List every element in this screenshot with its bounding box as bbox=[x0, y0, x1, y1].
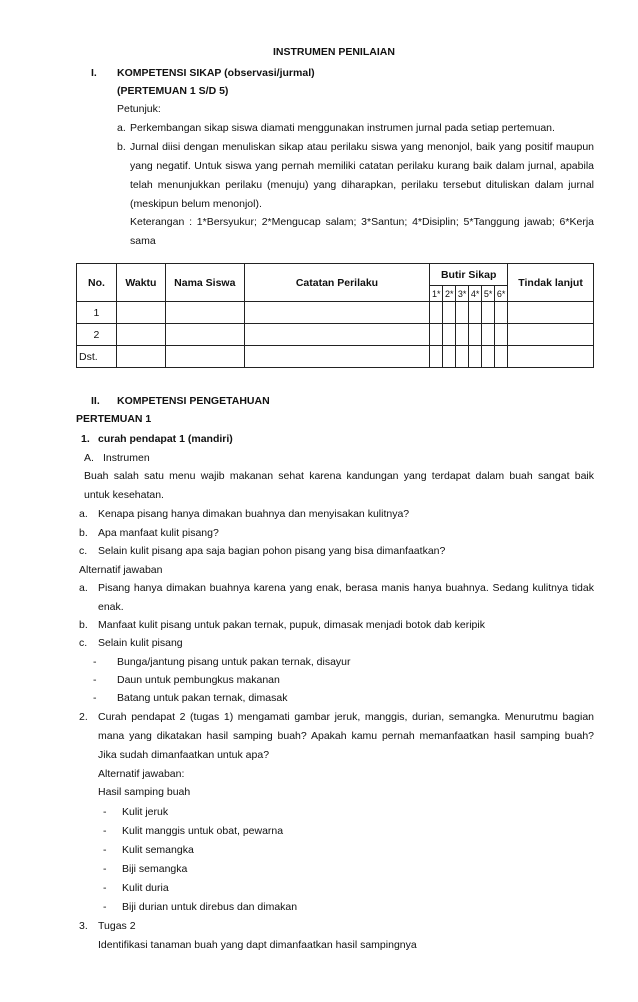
list-item: Kulit manggis untuk obat, pewarna bbox=[122, 825, 284, 837]
q2-line: mana yang dikatakan hasil samping buah? Apakah kamu pernah memanfaatkan hasil samping buah? bbox=[98, 730, 594, 742]
list-item-dash: - bbox=[93, 674, 97, 686]
subheader-4: 4* bbox=[469, 286, 482, 302]
list-item: Kulit jeruk bbox=[122, 806, 169, 818]
instruction-b-line: (meskipun belum menonjol). bbox=[130, 198, 262, 210]
answer-a-line: Pisang hanya dimakan buahnya karena yang enak, berasa manis hanya buahnya. Sedang kulitnya tidak bbox=[98, 582, 594, 594]
answer-a-line: enak. bbox=[98, 601, 124, 613]
list-item: Daun untuk pembungkus makanan bbox=[117, 674, 280, 686]
list-item: Bunga/jantung pisang untuk pakan ternak, disayur bbox=[117, 656, 351, 668]
intro-line: untuk kesehatan. bbox=[84, 489, 164, 501]
q2-alt-label: Alternatif jawaban: bbox=[98, 768, 185, 780]
subheader-6: 6* bbox=[495, 286, 508, 302]
answer-a-marker: a. bbox=[79, 582, 88, 594]
header-no: No. bbox=[77, 264, 117, 302]
answer-c-marker: c. bbox=[79, 637, 88, 649]
list-item-dash: - bbox=[93, 692, 97, 704]
row-number: Dst. bbox=[77, 346, 117, 368]
q1-number: 1. bbox=[81, 433, 90, 445]
q3-text: Identifikasi tanaman buah yang dapt dimanfaatkan hasil sampingnya bbox=[98, 939, 417, 951]
section-2-meeting: PERTEMUAN 1 bbox=[76, 413, 152, 425]
list-item-dash: - bbox=[103, 901, 107, 913]
header-nama-siswa: Nama Siswa bbox=[165, 264, 244, 302]
instruction-a-marker: a. bbox=[117, 122, 126, 134]
row-number: 1 bbox=[77, 302, 117, 324]
subheader-5: 5* bbox=[482, 286, 495, 302]
instruction-b-line: Jurnal diisi dengan menuliskan sikap atau perilaku siswa yang menonjol, baik yang positif maupun bbox=[130, 141, 594, 153]
question-text: Apa manfaat kulit pisang? bbox=[98, 527, 219, 539]
q2-hasil-label: Hasil samping buah bbox=[98, 786, 191, 798]
section-1-number: I. bbox=[91, 67, 97, 79]
instruction-b-line: yang negatif. Untuk siswa yang pernah memiliki catatan perilaku kurang baik dalam jurnal, apabila bbox=[130, 160, 594, 172]
question-text: Kenapa pisang hanya dimakan buahnya dan menyisakan kulitnya? bbox=[98, 508, 410, 520]
table-row bbox=[77, 324, 594, 346]
list-item-dash: - bbox=[103, 825, 107, 837]
q2-line: Curah pendapat 2 (tugas 1) mengamati gambar jeruk, manggis, durian, semangka. Menurutmu bagian bbox=[98, 711, 594, 723]
instruction-label: Petunjuk: bbox=[117, 103, 161, 115]
q1-sub-label: Instrumen bbox=[103, 452, 150, 464]
q1-title: curah pendapat 1 (mandiri) bbox=[98, 433, 233, 445]
list-item: Kulit duria bbox=[122, 882, 169, 894]
q1-sub-marker: A. bbox=[84, 452, 94, 464]
answer-b-marker: b. bbox=[79, 619, 88, 631]
instruction-b-marker: b. bbox=[117, 141, 126, 153]
header-tindak-lanjut: Tindak lanjut bbox=[508, 264, 594, 302]
list-item-dash: - bbox=[103, 882, 107, 894]
answer-b-text: Manfaat kulit pisang untuk pakan ternak, pupuk, dimasak menjadi botok dab keripik bbox=[98, 619, 485, 631]
question-marker: a. bbox=[79, 508, 88, 520]
table-header-row bbox=[77, 264, 594, 286]
list-item-dash: - bbox=[93, 656, 97, 668]
observation-table bbox=[76, 263, 594, 368]
question-text: Selain kulit pisang apa saja bagian pohon pisang yang bisa dimanfaatkan? bbox=[98, 545, 446, 557]
list-item-dash: - bbox=[103, 806, 107, 818]
section-1-heading: KOMPETENSI SIKAP (observasi/jurmal) bbox=[117, 67, 315, 79]
alternative-answer-label: Alternatif jawaban bbox=[79, 564, 163, 576]
section-2-heading: KOMPETENSI PENGETAHUAN bbox=[117, 395, 270, 407]
question-marker: b. bbox=[79, 527, 88, 539]
subheader-3: 3* bbox=[456, 286, 469, 302]
question-marker: c. bbox=[79, 545, 88, 557]
q2-number: 2. bbox=[79, 711, 88, 723]
table-row bbox=[77, 302, 594, 324]
list-item: Biji semangka bbox=[122, 863, 188, 875]
list-item-dash: - bbox=[103, 844, 107, 856]
instruction-a-text: Perkembangan sikap siswa diamati menggunakan instrumen jurnal pada setiap pertemuan. bbox=[130, 122, 555, 134]
answer-c-text: Selain kulit pisang bbox=[98, 637, 183, 649]
instruction-b-line: telah menunjukkan perilaku (menuju) yang diharapkan, perilaku tersebut dituliskan dalam jurnal bbox=[130, 179, 594, 191]
section-1-meeting: (PERTEMUAN 1 S/D 5) bbox=[117, 85, 229, 97]
q3-title: Tugas 2 bbox=[98, 920, 136, 932]
header-waktu: Waktu bbox=[116, 264, 165, 302]
page-title: INSTRUMEN PENILAIAN bbox=[273, 46, 395, 58]
subheader-2: 2* bbox=[443, 286, 456, 302]
q2-line: Jika sudah dimanfaatkan untuk apa? bbox=[98, 749, 270, 761]
header-butir-sikap: Butir Sikap bbox=[430, 264, 508, 286]
row-number: 2 bbox=[77, 324, 117, 346]
list-item: Biji durian untuk direbus dan dimakan bbox=[122, 901, 298, 913]
section-2-number: II. bbox=[91, 395, 100, 407]
list-item-dash: - bbox=[103, 863, 107, 875]
list-item: Batang untuk pakan ternak, dimasak bbox=[117, 692, 288, 704]
keterangan-line: sama bbox=[130, 235, 156, 247]
subheader-1: 1* bbox=[430, 286, 443, 302]
list-item: Kulit semangka bbox=[122, 844, 194, 856]
table-row bbox=[77, 346, 594, 368]
intro-line: Buah salah satu menu wajib makanan sehat karena kandungan yang terdapat dalam buah sangat baik bbox=[84, 470, 594, 482]
header-catatan-perilaku: Catatan Perilaku bbox=[244, 264, 430, 302]
q3-number: 3. bbox=[79, 920, 88, 932]
keterangan-line: Keterangan : 1*Bersyukur; 2*Mengucap salam; 3*Santun; 4*Disiplin; 5*Tanggung jawab; 6*Kerja bbox=[130, 216, 594, 228]
